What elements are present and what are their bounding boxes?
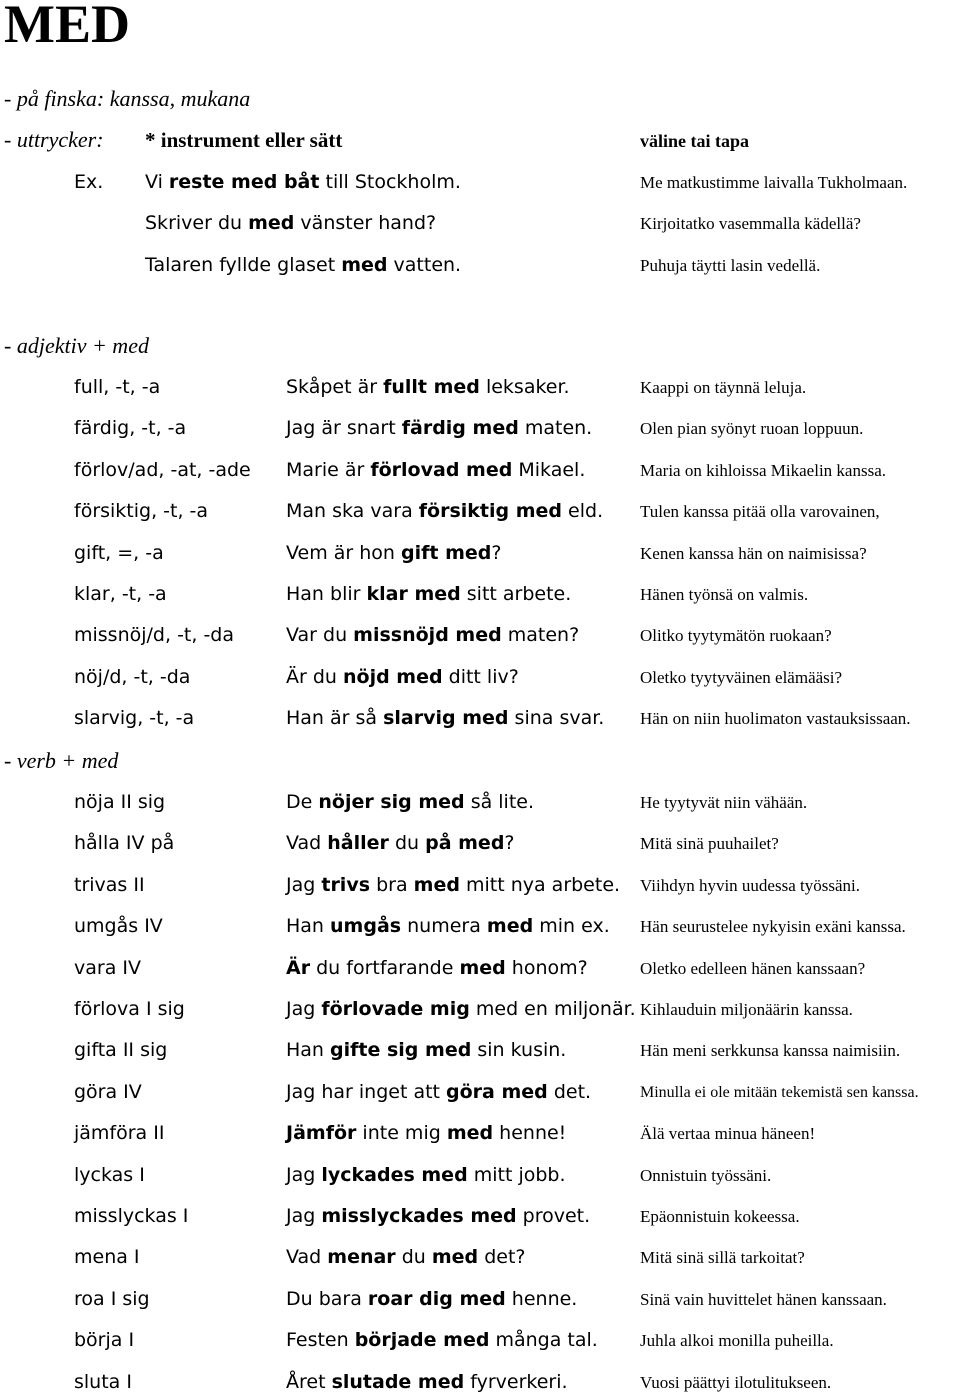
adjective-example-finnish: Hänen työnsä on valmis.: [640, 585, 809, 604]
med-phrase-highlight: färdig med: [401, 417, 519, 440]
verb-example-swedish: Jag trivs bra med mitt nya arbete.: [286, 873, 621, 896]
verb-example-swedish: Vad håller du på med?: [286, 832, 515, 855]
verb-example-swedish: Vad menar du med det?: [286, 1246, 526, 1269]
verb-word: gifta II sig: [74, 1039, 168, 1062]
med-phrase-highlight: gift med: [401, 541, 492, 564]
med-phrase-highlight: gifte sig med: [330, 1039, 472, 1062]
med-phrase-highlight: menar: [327, 1246, 396, 1269]
verb-word: göra IV: [74, 1080, 142, 1103]
med-phrase-highlight: misslyckades med: [321, 1205, 517, 1227]
verb-example-finnish: Minulla ei ole mitään tekemistä sen kanssa.: [640, 1083, 919, 1101]
verb-example-finnish: Hän meni serkkunsa kanssa naimisiin.: [640, 1041, 901, 1061]
verb-example-finnish: Mitä sinä puuhailet?: [640, 834, 779, 854]
adjective-word: färdig, -t, -a: [74, 417, 187, 440]
adjective-word: försiktig, -t, -a: [74, 500, 209, 523]
med-phrase-highlight: försiktig med: [418, 500, 562, 523]
adjective-word: klar, -t, -a: [74, 583, 167, 605]
med-phrase-highlight: umgås: [330, 915, 402, 938]
med-phrase-highlight: med: [431, 1246, 479, 1269]
adjective-section-label: - adjektiv + med: [4, 333, 149, 358]
med-phrase-highlight: började med: [354, 1329, 490, 1352]
adjective-example-swedish: Vem är hon gift med?: [286, 541, 502, 564]
adjective-example-finnish: Olitko tyytymätön ruokaan?: [640, 626, 832, 646]
example-sentence-swedish: Talaren fyllde glaset med vatten.: [145, 254, 462, 276]
med-phrase-highlight: förlovade mig: [321, 998, 470, 1020]
verb-example-swedish: Jag misslyckades med provet.: [286, 1205, 591, 1227]
adjective-word: missnöj/d, -t, -da: [74, 624, 235, 647]
example-sentence-swedish: Skriver du med vänster hand?: [145, 212, 437, 234]
example-sentence-swedish: Vi reste med båt till Stockholm.: [145, 171, 461, 193]
verb-example-swedish: Är du fortfarande med honom?: [286, 956, 588, 979]
med-phrase-highlight: slutade med: [331, 1370, 465, 1393]
verb-example-swedish: Du bara roar dig med henne.: [286, 1287, 578, 1310]
med-phrase-highlight: lyckades med: [321, 1163, 468, 1186]
med-phrase-highlight: Jämför: [286, 1122, 357, 1145]
med-phrase-highlight: trivs: [321, 873, 371, 896]
verb-example-finnish: Vuosi päättyi ilotulitukseen.: [640, 1372, 832, 1392]
verb-word: börja I: [74, 1329, 135, 1352]
finnish-translation-line: - på finska: kanssa, mukana: [4, 86, 251, 111]
med-phrase-highlight: klar med: [366, 583, 461, 605]
verb-example-finnish: Mitä sinä sillä tarkoitat?: [640, 1248, 805, 1268]
verb-example-swedish: Jag lyckades med mitt jobb.: [286, 1163, 566, 1186]
med-phrase-highlight: med: [459, 956, 506, 979]
med-phrase-highlight: förlovad med: [370, 458, 513, 481]
instrument-header: * instrument eller sätt: [145, 128, 343, 152]
verb-example-finnish: Epäonnistuin kokeessa.: [640, 1207, 800, 1226]
med-phrase-highlight: nöjer sig med: [318, 791, 465, 813]
med-phrase-highlight: nöjd med: [343, 665, 443, 688]
verb-word: nöja II sig: [74, 791, 166, 813]
example-sentence-finnish: Puhuja täytti lasin vedellä.: [640, 256, 821, 275]
verb-example-swedish: Festen började med många tal.: [286, 1329, 598, 1352]
verb-example-swedish: De nöjer sig med så lite.: [286, 791, 535, 813]
verb-word: jämföra II: [74, 1122, 165, 1145]
verb-example-swedish: Han gifte sig med sin kusin.: [286, 1039, 567, 1062]
verb-example-swedish: Jämför inte mig med henne!: [286, 1122, 567, 1145]
instrument-header-finnish: väline tai tapa: [640, 131, 750, 151]
med-phrase-highlight: med: [248, 212, 295, 234]
verb-word: misslyckas I: [74, 1205, 189, 1227]
adjective-example-swedish: Marie är förlovad med Mikael.: [286, 458, 586, 481]
adjective-example-finnish: Oletko tyytyväinen elämääsi?: [640, 667, 843, 687]
verb-example-finnish: He tyytyvät niin vähään.: [640, 793, 808, 812]
med-phrase-highlight: med: [486, 915, 534, 938]
med-phrase-highlight: håller: [327, 832, 389, 855]
verb-example-finnish: Onnistuin työssäni.: [640, 1165, 772, 1185]
verb-word: hålla IV på: [74, 832, 175, 855]
adjective-word: gift, =, -a: [74, 541, 164, 564]
verb-word: sluta I: [74, 1370, 132, 1393]
verb-example-finnish: Oletko edelleen hänen kanssaan?: [640, 958, 866, 978]
med-phrase-highlight: på med: [425, 832, 505, 855]
adjective-example-finnish: Olen pian syönyt ruoan loppuun.: [640, 419, 864, 439]
med-phrase-highlight: med: [341, 254, 388, 276]
adjective-example-swedish: Man ska vara försiktig med eld.: [286, 500, 604, 523]
example-sentence-finnish: Me matkustimme laivalla Tukholmaan.: [640, 173, 908, 192]
adjective-word: nöj/d, -t, -da: [74, 665, 191, 688]
med-phrase-highlight: roar dig med: [367, 1287, 506, 1310]
verb-word: lyckas I: [74, 1163, 145, 1186]
adjective-example-swedish: Jag är snart färdig med maten.: [286, 417, 593, 440]
adjective-example-finnish: Kenen kanssa hän on naimisissa?: [640, 543, 867, 563]
verb-example-swedish: Året slutade med fyrverkeri.: [286, 1370, 568, 1393]
med-phrase-highlight: med: [446, 1122, 494, 1145]
adjective-example-finnish: Hän on niin huolimaton vastauksissaan.: [640, 709, 911, 729]
verb-word: roa I sig: [74, 1287, 150, 1310]
adjective-word: förlov/ad, -at, -ade: [74, 458, 251, 481]
med-phrase-highlight: Är: [286, 956, 311, 979]
med-phrase-highlight: fullt med: [383, 376, 480, 398]
adjective-example-swedish: Skåpet är fullt med leksaker.: [286, 376, 570, 398]
verb-word: mena I: [74, 1246, 140, 1269]
verb-example-finnish: Kihlauduin miljonäärin kanssa.: [640, 1000, 853, 1019]
adjective-example-finnish: Kaappi on täynnä leluja.: [640, 378, 807, 397]
verb-example-swedish: Jag förlovade mig med en miljonär.: [286, 998, 636, 1020]
adjective-example-swedish: Han är så slarvig med sina svar.: [286, 707, 605, 730]
verb-example-finnish: Sinä vain huvittelet hänen kanssaan.: [640, 1289, 887, 1309]
expressions-label: - uttrycker:: [4, 127, 104, 152]
example-sentence-finnish: Kirjoitatko vasemmalla kädellä?: [640, 214, 861, 233]
adjective-word: full, -t, -a: [74, 376, 161, 398]
med-phrase-highlight: slarvig med: [383, 707, 509, 730]
verb-example-finnish: Viihdyn hyvin uudessa työssäni.: [640, 875, 860, 895]
verb-word: umgås IV: [74, 915, 163, 938]
adjective-example-finnish: Maria on kihloissa Mikaelin kanssa.: [640, 460, 886, 480]
verb-example-swedish: Jag har inget att göra med det.: [286, 1080, 592, 1103]
verb-example-finnish: Älä vertaa minua häneen!: [640, 1124, 816, 1144]
adjective-example-swedish: Var du missnöjd med maten?: [286, 624, 580, 647]
med-phrase-highlight: göra med: [446, 1080, 548, 1103]
verb-example-finnish: Hän seurustelee nykyisin exäni kanssa.: [640, 917, 906, 937]
verb-section-label: - verb + med: [4, 748, 119, 773]
med-phrase-highlight: missnöjd med: [353, 624, 502, 647]
adjective-example-swedish: Är du nöjd med ditt liv?: [286, 665, 519, 688]
verb-word: trivas II: [74, 873, 145, 896]
verb-word: förlova I sig: [74, 998, 185, 1020]
page-title: MED: [4, 0, 130, 54]
example-label: Ex.: [74, 171, 104, 193]
verb-word: vara IV: [74, 956, 141, 979]
med-phrase-highlight: reste med båt: [168, 171, 320, 193]
verb-example-swedish: Han umgås numera med min ex.: [286, 915, 610, 938]
adjective-word: slarvig, -t, -a: [74, 707, 195, 730]
med-phrase-highlight: med: [413, 873, 460, 896]
adjective-example-finnish: Tulen kanssa pitää olla varovainen,: [640, 502, 880, 522]
adjective-example-swedish: Han blir klar med sitt arbete.: [286, 583, 572, 605]
verb-example-finnish: Juhla alkoi monilla puheilla.: [640, 1331, 834, 1351]
